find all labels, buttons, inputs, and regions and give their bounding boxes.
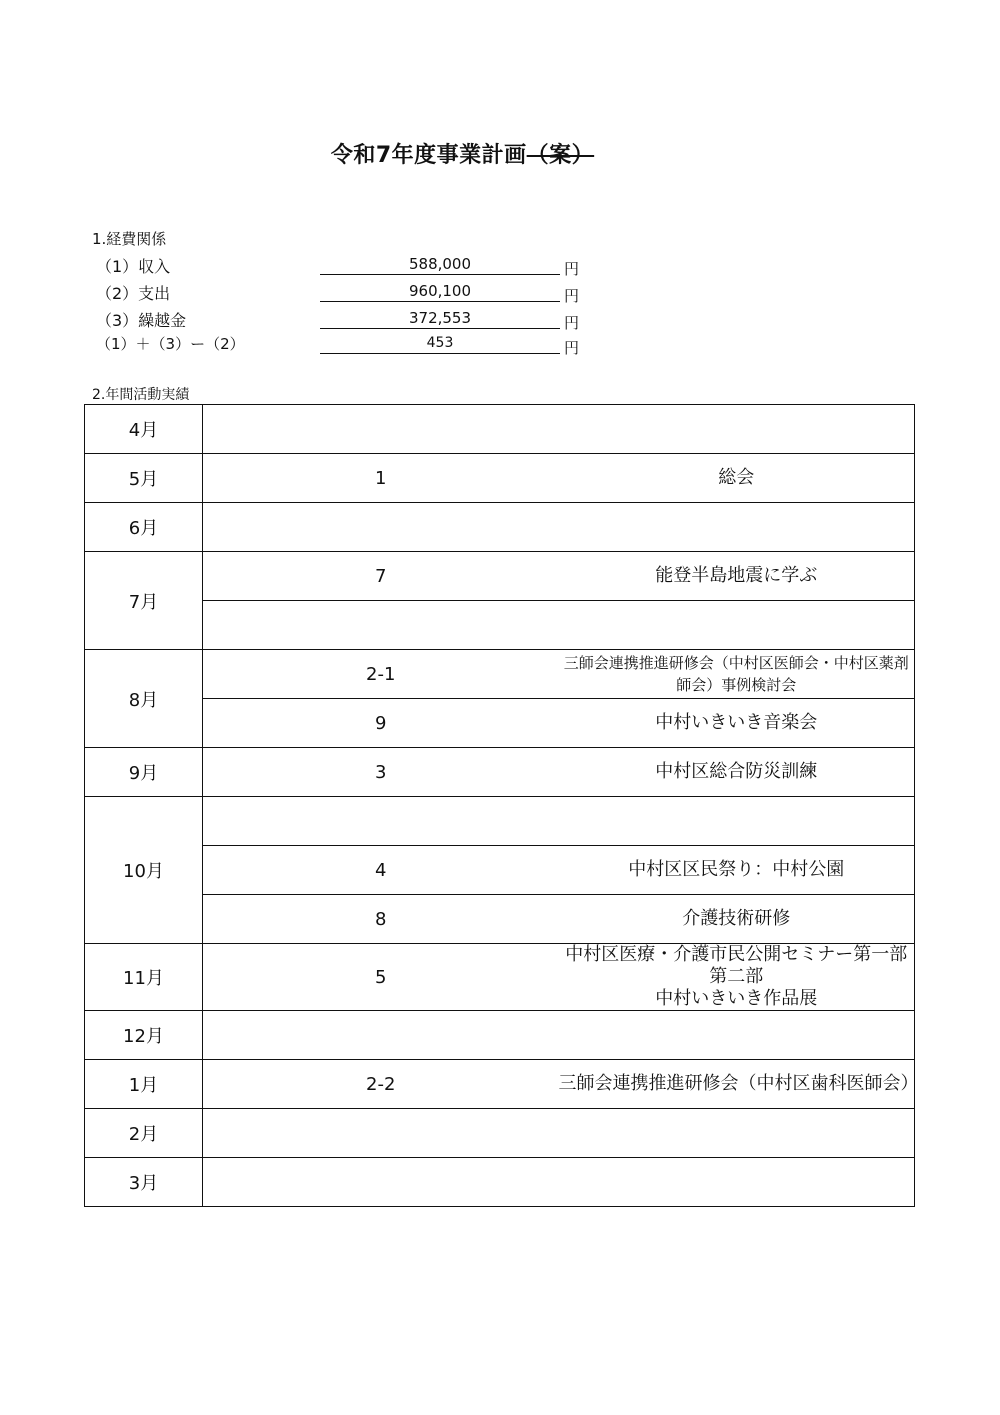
finance-value: 960,100 xyxy=(320,281,560,302)
event-title: 介護技術研修 xyxy=(559,895,915,944)
finance-label: （1）＋（3）ー（2） xyxy=(96,335,245,353)
finance-value: 588,000 xyxy=(320,254,560,275)
table-row xyxy=(85,699,915,748)
day-cell: 9 xyxy=(203,699,559,748)
page-title xyxy=(0,138,925,169)
day-cell: 8 xyxy=(203,895,559,944)
event-title-multiline xyxy=(559,944,926,1011)
event-title: 能登半島地震に学ぶ xyxy=(559,552,915,601)
month-cell: 4月 xyxy=(85,405,203,454)
event-cell-empty xyxy=(203,1158,915,1207)
activities-heading: 2.年間活動実績 xyxy=(92,387,190,403)
finance-label: （1）収入 xyxy=(96,257,171,276)
day-cell: 4 xyxy=(203,846,559,895)
month-cell: 9月 xyxy=(85,748,203,797)
table-row xyxy=(85,601,915,650)
table-row xyxy=(85,650,915,699)
finance-unit: 円 xyxy=(564,260,580,278)
table-row xyxy=(85,1158,915,1207)
finance-heading: 1.経費関係 xyxy=(92,230,167,248)
day-cell: 5 xyxy=(203,944,559,1011)
activities-table xyxy=(84,404,926,1207)
event-title: 中村いきいき音楽会 xyxy=(559,699,915,748)
event-cell-empty xyxy=(203,601,915,650)
event-cell-empty xyxy=(203,1109,915,1158)
month-cell: 3月 xyxy=(85,1158,203,1207)
table-row xyxy=(85,454,915,503)
day-cell: 2-1 xyxy=(203,650,559,699)
finance-label: （3）繰越金 xyxy=(96,311,187,330)
month-cell: 5月 xyxy=(85,454,203,503)
finance-row-income xyxy=(96,254,596,278)
finance-unit: 円 xyxy=(564,287,580,305)
event-cell-empty xyxy=(203,405,915,454)
day-cell: 7 xyxy=(203,552,559,601)
finance-row-carryover xyxy=(96,308,596,332)
table-row xyxy=(85,895,915,944)
month-cell: 1月 xyxy=(85,1060,203,1109)
day-cell: 2-2 xyxy=(203,1060,559,1109)
finance-unit: 円 xyxy=(564,339,580,357)
event-title-line: 中村いきいき作品展 xyxy=(655,988,818,1009)
month-cell: 8月 xyxy=(85,650,203,748)
table-row xyxy=(85,944,915,1011)
event-cell-empty xyxy=(203,1011,915,1060)
table-row xyxy=(85,797,915,846)
day-cell: 3 xyxy=(203,748,559,797)
month-cell: 2月 xyxy=(85,1109,203,1158)
title-struck-draft: （案） xyxy=(526,143,595,168)
event-title: 総会 xyxy=(559,454,915,503)
event-title: 三師会連携推進研修会（中村区歯科医師会） xyxy=(559,1060,915,1109)
event-title: 三師会連携推進研修会（中村区医師会・中村区薬剤師会）事例検討会 xyxy=(559,650,915,699)
month-cell: 11月 xyxy=(85,944,203,1011)
month-cell: 12月 xyxy=(85,1011,203,1060)
title-main: 令和7年度事業計画 xyxy=(330,143,527,168)
finance-label: （2）支出 xyxy=(96,284,171,303)
table-row xyxy=(85,1060,915,1109)
finance-value: 372,553 xyxy=(320,308,560,329)
month-cell: 6月 xyxy=(85,503,203,552)
table-row xyxy=(85,1109,915,1158)
month-cell: 10月 xyxy=(85,797,203,944)
finance-unit: 円 xyxy=(564,314,580,332)
finance-row-expense xyxy=(96,281,596,305)
table-row xyxy=(85,405,915,454)
table-row xyxy=(85,552,915,601)
table-row xyxy=(85,748,915,797)
event-cell-empty xyxy=(203,503,915,552)
table-row xyxy=(85,1011,915,1060)
month-cell: 7月 xyxy=(85,552,203,650)
event-cell-empty xyxy=(203,797,915,846)
event-title: 中村区総合防災訓練 xyxy=(559,748,915,797)
table-row xyxy=(85,846,915,895)
finance-row-balance xyxy=(96,333,596,357)
finance-value: 453 xyxy=(320,333,560,354)
event-title: 中村区区民祭り：中村公園 xyxy=(559,846,915,895)
day-cell: 1 xyxy=(203,454,559,503)
event-title-line: 中村区医療・介護市民公開セミナー第一部 第二部 xyxy=(565,944,926,987)
table-row xyxy=(85,503,915,552)
